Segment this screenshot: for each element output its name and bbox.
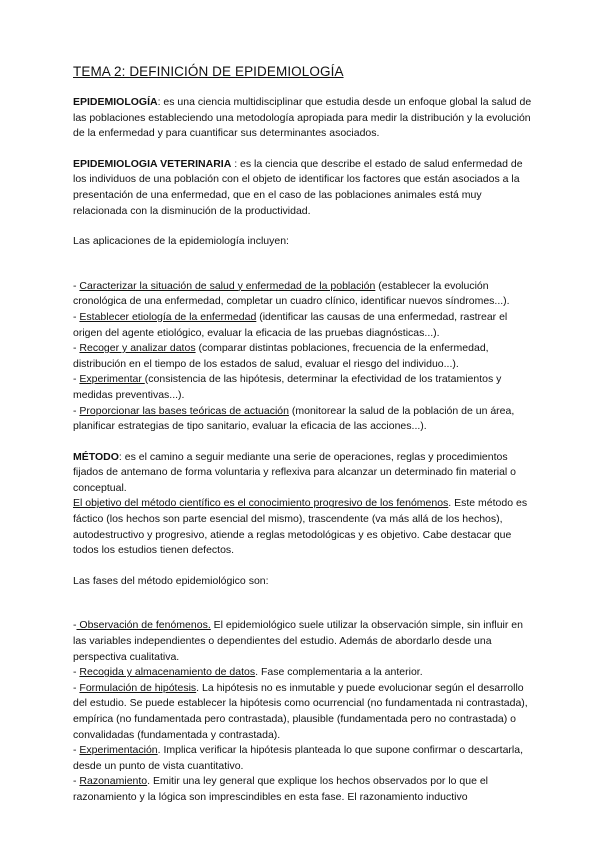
list-item-text: (establecer la evolución cronológica de una enfermedad, completar un cuadro clínico, identificar nuevos síndromes...). (73, 279, 510, 308)
list-item (73, 404, 533, 435)
definition-text: : es una ciencia multidisciplinar que estudia desde un enfoque global la salud de las poblaciones estableciendo una metodología apropiada para medir la distribución y la evolución de la enfermedad y para cuantificar sus determinantes asociados. (73, 96, 532, 140)
list-item (73, 372, 533, 403)
list-item-text: (monitorear la salud de la población de un área, planificar estrategias de tipo sanitario, evaluar la eficacia de las acciones...). (73, 404, 515, 433)
list-bullet: - (73, 279, 80, 292)
list-item-heading: Experimentación (79, 744, 158, 757)
list-bullet: - (73, 373, 80, 386)
method-underlined: El objetivo del método científico es el conocimiento progresivo de los fenómenos (73, 497, 449, 510)
list-item (73, 279, 533, 310)
list-item-heading: Proporcionar las bases teóricas de actuación (79, 404, 289, 417)
list-item (73, 310, 533, 341)
list-item-heading: Recogida y almacenamiento de datos (79, 666, 256, 679)
list-bullet: - (73, 744, 80, 757)
list-item-heading: Observación de fenómenos. (76, 619, 211, 632)
document-page (73, 64, 533, 806)
list-item (73, 743, 533, 774)
applications-list (73, 279, 533, 435)
list-item (73, 618, 533, 665)
list-bullet: - (73, 619, 77, 632)
list-item-heading: Caracterizar la situación de salud y enfermedad de la población (79, 279, 376, 292)
list-item (73, 681, 533, 743)
document-title: TEMA 2: DEFINICIÓN DE EPIDEMIOLOGÍA (73, 64, 344, 79)
list-item-heading: Establecer etiología de la enfermedad (79, 310, 257, 323)
term-metodo: MÉTODO (73, 450, 119, 463)
list-item (73, 774, 533, 805)
list-item-text: (consistencia de las hipótesis, determinar la efectividad de los tratamientos y medidas preventivas...). (73, 373, 502, 401)
list-item-heading: Experimentar (79, 373, 145, 386)
definition-veterinaria (73, 157, 533, 219)
list-item (73, 341, 533, 372)
list-bullet: - (73, 404, 80, 417)
list-item-text: (comparar distintas poblaciones, frecuencia de la enfermedad, distribución en el tiempo de los estados de salud, evaluar el riesgo del individuo...). (73, 342, 489, 370)
list-item-text: . Emitir una ley general que explique los hechos observados por lo que el razonamiento y la lógica son imprescindibles en esta fase. El razonamiento inductivo (73, 775, 489, 803)
list-item-text: (identificar las causas de una enfermedad, rastrear el origen del agente etiológico, evaluar la eficacia de las pruebas diagnósticas...). (73, 310, 508, 339)
term-veterinaria: EPIDEMIOLOGIA VETERINARIA (73, 157, 232, 170)
list-item-heading: Razonamiento (79, 775, 148, 788)
method-text: : es el camino a seguir mediante una serie de operaciones, reglas y procedimientos fijados de antemano de forma voluntaria y reflexiva para alcanzar un determinado fin material o conceptual. (73, 450, 516, 494)
method-paragraph (73, 450, 533, 559)
list-item (73, 665, 533, 681)
list-bullet: - (73, 342, 80, 355)
definition-epidemiologia (73, 95, 533, 142)
method-rest: . Este método es fáctico (los hechos son parte esencial del mismo), trascendente (va más allá de los hechos), autodestructivo y progresivo, atiende a reglas metodológicas y es objetivo. Cabe destacar que todos los estudios tienen defectos. (73, 497, 528, 557)
list-bullet: - (73, 681, 80, 694)
phases-list (73, 618, 533, 805)
term-epidemiologia: EPIDEMIOLOGÍA (73, 96, 158, 108)
list-bullet: - (73, 666, 80, 679)
list-bullet: - (73, 310, 80, 323)
list-item-text: . Implica verificar la hipótesis planteada lo que supone confirmar o descartarla, desde un punto de vista cuantitativo. (73, 744, 523, 772)
list-bullet: - (73, 775, 80, 788)
list-item-heading: Formulación de hipótesis (79, 681, 197, 694)
list-item-text: . Fase complementaria a la anterior. (255, 666, 423, 679)
list-item-heading: Recoger y analizar datos (79, 342, 196, 355)
phases-intro: Las fases del método epidemiológico son: (73, 574, 269, 587)
list-item-text: . La hipótesis no es inmutable y puede evolucionar según el desarrollo del estudio. Se puede establecer la hipótesis como ocurrencial (no fundamentada ni contrastada), empírica (no fundamentada pero contrastada), plausible (fundamentada pero no contrastada) o convalidadas (fundamentada y contrastada). (73, 681, 528, 741)
list-item-text: El epidemiológico suele utilizar la observación simple, sin influir en las variables independientes o dependientes del estudio. Además de abordarlo desde una perspectiva cualitativa. (73, 619, 523, 663)
definition-text: : es la ciencia que describe el estado de salud enfermedad de los individuos de una población con el objeto de identificar los factores que están asociados a la presentación de una enfermedad, que en el caso de las poblaciones animales está muy relacionada con la disminución de la productividad. (73, 157, 523, 217)
applications-intro: Las aplicaciones de la epidemiología incluyen: (73, 235, 289, 248)
